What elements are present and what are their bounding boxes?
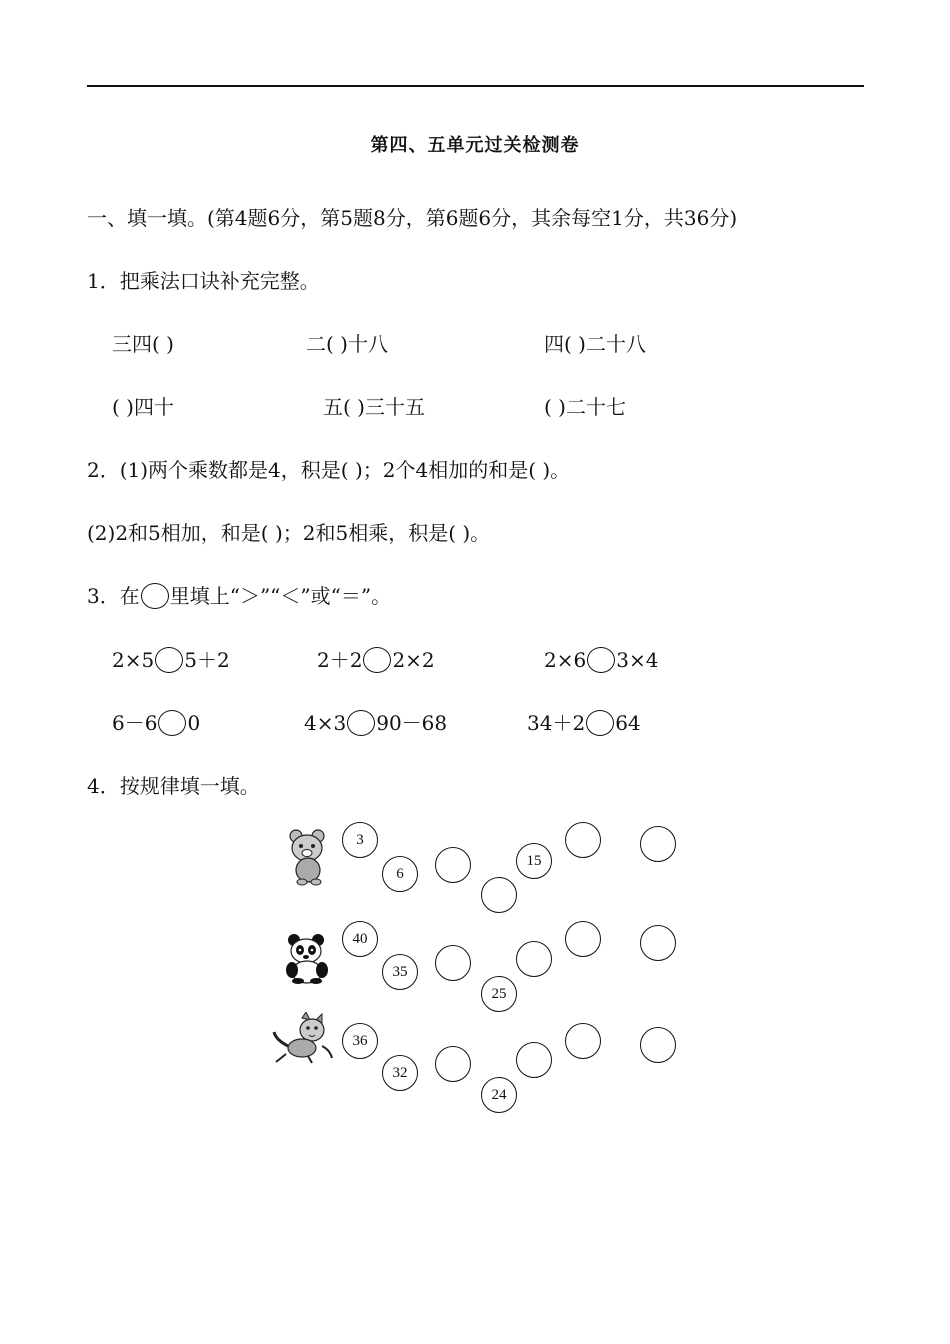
number-bubble: 36 [342, 1023, 378, 1059]
number-bubble: 35 [382, 954, 418, 990]
q1-blank: ( )二十七 [544, 395, 626, 419]
bear-icon [286, 828, 330, 886]
q1-blank: 四( )二十八 [544, 332, 646, 356]
answer-circle[interactable] [587, 647, 615, 673]
top-rule [87, 85, 864, 87]
compare-right: 0 [187, 711, 201, 735]
q1-blank: 二( )十八 [306, 332, 388, 356]
number-bubble: 32 [382, 1055, 418, 1091]
compare-item [317, 647, 435, 673]
number-bubble[interactable] [516, 941, 552, 977]
answer-circle[interactable] [586, 710, 614, 736]
number-bubble: 15 [516, 843, 552, 879]
compare-left: 4×3 [304, 711, 347, 735]
compare-right: 90－68 [376, 711, 448, 735]
answer-circle[interactable] [158, 710, 186, 736]
number-bubble[interactable] [435, 847, 471, 883]
q4-prompt: 4．按规律填一填。 [87, 774, 260, 798]
cat-icon [272, 1012, 334, 1064]
number-bubble: 3 [342, 822, 378, 858]
q1-blank: 五( )三十五 [323, 395, 425, 419]
q2-line2: (2)2和5相加，和是( )；2和5相乘，积是( )。 [87, 521, 491, 545]
number-bubble[interactable] [640, 826, 676, 862]
q1-prompt: 1．把乘法口诀补充完整。 [87, 269, 320, 293]
compare-left: 2×5 [112, 648, 155, 672]
q1-blank: 三四( ) [112, 332, 174, 356]
compare-item [304, 710, 447, 736]
compare-left: 2＋2 [317, 648, 363, 672]
number-bubble[interactable] [565, 921, 601, 957]
compare-left: 6－6 [112, 711, 158, 735]
number-bubble[interactable] [640, 925, 676, 961]
answer-circle[interactable] [347, 710, 375, 736]
q1-blank: ( )四十 [112, 395, 174, 419]
number-bubble: 25 [481, 976, 517, 1012]
answer-circle[interactable] [155, 647, 183, 673]
number-bubble: 6 [382, 856, 418, 892]
answer-circle [141, 583, 169, 609]
panda-icon [282, 932, 332, 984]
q3-prompt-start: 3．在 [87, 584, 140, 608]
compare-right: 2×2 [392, 648, 435, 672]
number-bubble: 24 [481, 1077, 517, 1113]
compare-item [544, 647, 658, 673]
number-bubble[interactable] [516, 1042, 552, 1078]
q2-line1: 2．(1)两个乘数都是4，积是( )；2个4相加的和是( )。 [87, 458, 571, 482]
compare-item [112, 710, 200, 736]
number-bubble: 40 [342, 921, 378, 957]
q3-prompt-end: 里填上“＞”“＜”或“＝”。 [169, 584, 392, 608]
compare-right: 5＋2 [184, 648, 230, 672]
answer-circle[interactable] [363, 647, 391, 673]
compare-item [527, 710, 641, 736]
number-bubble[interactable] [565, 1023, 601, 1059]
section1-heading: 一、填一填。(第4题6分，第5题8分，第6题6分，其余每空1分，共36分) [87, 206, 738, 230]
number-bubble[interactable] [435, 1046, 471, 1082]
number-bubble[interactable] [481, 877, 517, 913]
q3-prompt [87, 583, 391, 609]
compare-right: 64 [615, 711, 641, 735]
page-title: 第四、五单元过关检测卷 [370, 135, 580, 156]
number-bubble[interactable] [565, 822, 601, 858]
number-bubble[interactable] [435, 945, 471, 981]
number-bubble[interactable] [640, 1027, 676, 1063]
compare-left: 34＋2 [527, 711, 586, 735]
compare-right: 3×4 [616, 648, 659, 672]
compare-left: 2×6 [544, 648, 587, 672]
compare-item [112, 647, 230, 673]
